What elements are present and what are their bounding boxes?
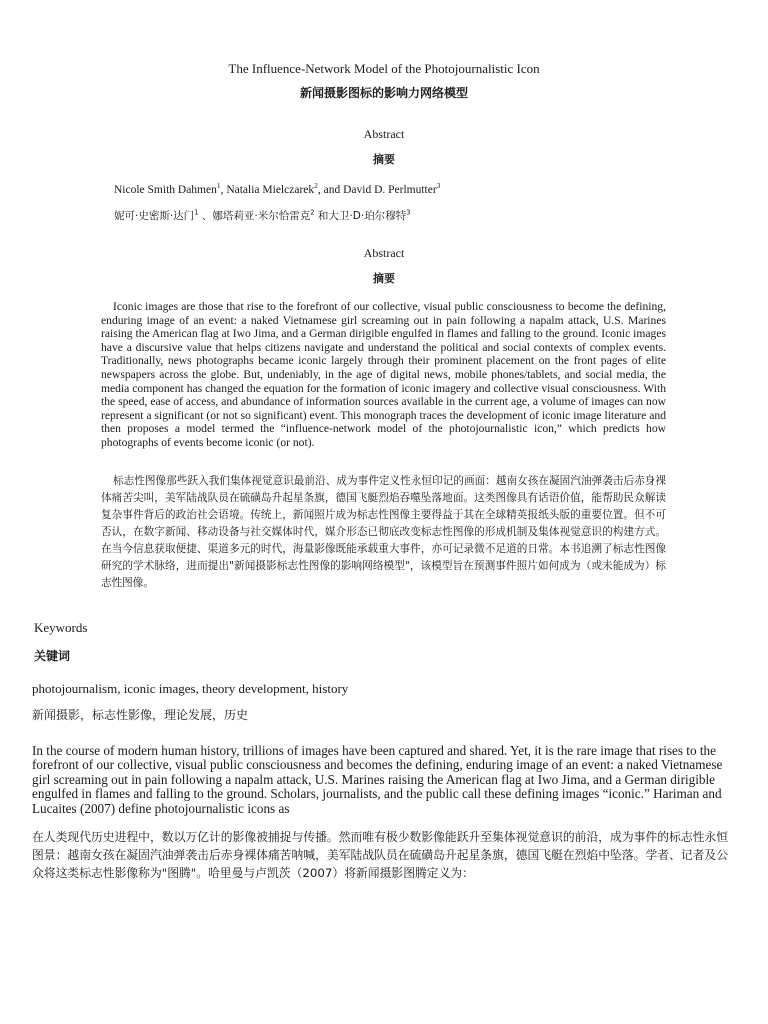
paper-title-en: The Influence-Network Model of the Photojournalistic Icon <box>228 61 540 76</box>
author-name: Nicole Smith Dahmen <box>114 184 217 196</box>
author-name: 娜塔莉亚·米尔恰雷克 <box>212 210 311 222</box>
body-paragraph-zh: 在人类现代历史进程中，数以万亿计的影像被捕捉与传播。然而唯有极少数影像能跃升至集体视觉意识的前沿，成为事件的标志性永恒图景：越南女孩在凝固汽油弹袭击后赤身裸体痛苦呐喊，美军陆战队员在硫磺岛升起星条旗，德国飞艇在烈焰中坠落。学者、记者及公众将这类标志性影像称为"图腾"。哈里曼与卢凯茨（2007）将新闻摄影图腾定义为： <box>32 830 729 880</box>
abstract-heading-zh: 摘要 <box>373 272 395 285</box>
abstract-heading-en: Abstract <box>363 246 405 260</box>
keywords-en: photojournalism, iconic images, theory development, history <box>32 681 349 696</box>
author-separator: 和 <box>314 210 329 222</box>
keywords-heading-zh: 关键词 <box>34 649 71 663</box>
author-affiliation: 3 <box>406 208 411 217</box>
paper-title-zh: 新闻摄影图标的影响力网络模型 <box>299 86 468 100</box>
author-name: David D. Perlmutter <box>343 184 437 196</box>
author-separator: , <box>220 184 227 196</box>
author-separator: 、 <box>198 210 213 222</box>
abstract-heading-zh: 摘要 <box>373 153 395 166</box>
body-paragraph-en: In the course of modern human history, trillions of images have been captured and shared. Yet, it is the rare image that rises to the forefront of our collective, visual public consciousness and becomes the defining, enduring image of an event: a naked Vietnamese girl screaming out in pain following a napalm attack, U.S. Marines raising the American flag at Iwo Jima, and a German dirigible engulfed in flames and falling to the ground. Scholars, journalists, and the public call these defining images “iconic.” Hariman and Lucaites (2007) define photojournalistic icons as <box>32 743 723 816</box>
abstract-heading-en: Abstract <box>363 127 405 141</box>
author-separator: , and <box>317 184 344 196</box>
author-affiliation: 2 <box>310 208 315 217</box>
author-name: 妮可·史密斯·达门 <box>114 210 195 222</box>
author-affiliation: 3 <box>436 181 441 191</box>
author-affiliation: 2 <box>314 181 318 191</box>
author-affiliation: 1 <box>216 181 221 191</box>
keywords-heading-en: Keywords <box>34 620 88 635</box>
keywords-zh: 新闻摄影，标志性影像，理论发展，历史 <box>32 708 249 722</box>
author-name: Natalia Mielczarek <box>226 184 315 196</box>
author-name: 大卫·D·珀尔穆特 <box>328 210 407 222</box>
abstract-text-en: Iconic images are those that rise to the forefront of our collective, visual public consciousness to become the defining, enduring image of an event: a naked Vietnamese girl screaming out in pain following a napalm attack, U.S. Marines raising the American flag at Iwo Jima, and a German dirigible engulfed in flames and falling to the ground. Iconic images have a discursive value that helps citizens navigate and understand the political and social contexts of complex events. Traditionally, news photographs became iconic largely through their prominent placement on the front pages of elite newspapers across the globe. But, undeniably, in the age of digital news, mobile phones/tablets, and social media, the media component has changed the equation for the formation of iconic imagery and collective visual consciousness. With the speed, ease of access, and abundance of information sources available in the current age, a volume of images can now represent a significant (or not so significant) event. This monograph traces the development of iconic image literature and then proposes a model termed the “influence-network model of the photojournalistic icon,” which predicts how photographs of events become iconic (or not). <box>101 300 666 449</box>
authors-en <box>114 181 441 196</box>
abstract-text-zh: 标志性图像那些跃入我们集体视觉意识最前沿、成为事件定义性永恒印记的画面：越南女孩在凝固汽油弹袭击后赤身裸体痛苦尖叫，美军陆战队员在硫磺岛升起星条旗，德国飞艇烈焰吞噬坠落地面。这类图像具有话语价值，能帮助民众解读复杂事件背后的政治社会语境。传统上，新闻照片成为标志性图像主要得益于其在全球精英报纸头版的重要位置。但不可否认，在数字新闻、移动设备与社交媒体时代，媒介形态已彻底改变标志性图像的形成机制及集体视觉意识的构建方式。在当今信息获取便捷、渠道多元的时代，海量影像既能承载重大事件，亦可记录微不足道的日常。本书追溯了标志性图像研究的学术脉络，进而提出"新闻摄影标志性图像的影响网络模型"，该模型旨在预测事件照片如何成为（或未能成为）标志性图像。 <box>101 475 666 589</box>
authors-zh <box>114 208 411 223</box>
author-affiliation: 1 <box>194 208 199 217</box>
